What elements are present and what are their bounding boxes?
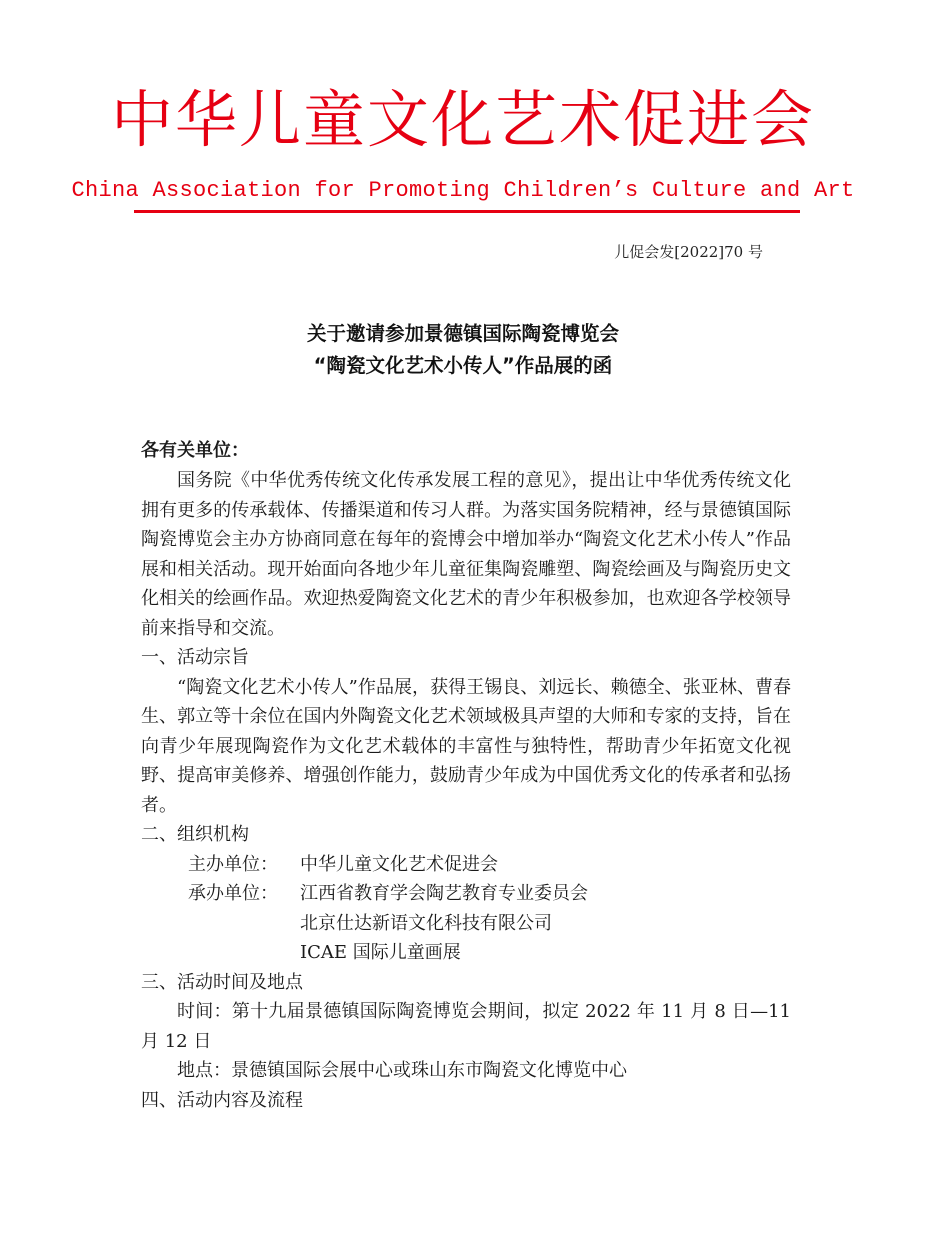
section-3-time: 时间：第十九届景德镇国际陶瓷博览会期间，拟定 2022 年 11 月 8 日—11 月 12 日 xyxy=(141,1001,791,1052)
section-3-heading: 三、活动时间及地点 xyxy=(141,971,303,993)
organizer-1: 江西省教育学会陶艺教育专业委员会 xyxy=(300,883,588,904)
organizer-3: ICAE 国际儿童画展 xyxy=(300,942,461,963)
document-title-line-1: 关于邀请参加景德镇国际陶瓷博览会 xyxy=(306,322,619,345)
section-1-heading: 一、活动宗旨 xyxy=(141,647,249,668)
salutation: 各有关单位： xyxy=(141,440,249,461)
organizer-2: 北京仕达新语文化科技有限公司 xyxy=(300,912,552,934)
section-1-text: “陶瓷文化艺术小传人”作品展，获得王锡良、刘远长、赖德全、张亚林、曹春生、郭立等十余位在国内外陶瓷文化艺术领域极具声望的大师和专家的支持，旨在向青少年展现陶瓷作为文化艺术载体的丰富性与独特性，帮助青少年拓宽文化视野、提高审美修养、增强创作能力，鼓励青少年成为中国优秀文化的传承者和弘扬者。 xyxy=(141,676,791,816)
intro-paragraph: 国务院《中华优秀传统文化传承发展工程的意见》，提出让中华优秀传统文化拥有更多的传承载体、传播渠道和传习人群。为落实国务院精神，经与景德镇国际陶瓷博览会主办方协商同意在每年的瓷博会中增加举办“陶瓷文化艺术小传人”作品展和相关活动。现开始面向各地少年儿童征集陶瓷雕塑、陶瓷绘画及与陶瓷历史文化相关的绘画作品。欢迎热爱陶瓷文化艺术的青少年积极参加，也欢迎各学校领导前来指导和交流。 xyxy=(141,470,791,639)
document-body xyxy=(141,436,791,1115)
document-title-line-2: “陶瓷文化艺术小传人”作品展的函 xyxy=(313,354,613,377)
host-label: 主办单位： xyxy=(188,853,278,875)
host-value: 中华儿童文化艺术促进会 xyxy=(300,853,498,875)
host-row xyxy=(141,850,791,880)
organizer-label: 承办单位： xyxy=(188,883,278,904)
letterhead-divider xyxy=(134,210,800,213)
section-3-place: 地点：景德镇国际会展中心或珠山东市陶瓷文化博览中心 xyxy=(177,1060,627,1081)
section-2-heading: 二、组织机构 xyxy=(141,824,249,845)
document-number: 儿促会发[2022]70 号 xyxy=(614,243,763,261)
organizer-row xyxy=(141,879,791,909)
section-4-heading: 四、活动内容及流程 xyxy=(141,1089,303,1111)
letterhead-org-name: 中华儿童文化艺术促进会 xyxy=(110,83,815,156)
letterhead-org-name-en: China Association for Promoting Children’s Culture and Art xyxy=(71,178,855,203)
document-title xyxy=(0,318,926,382)
